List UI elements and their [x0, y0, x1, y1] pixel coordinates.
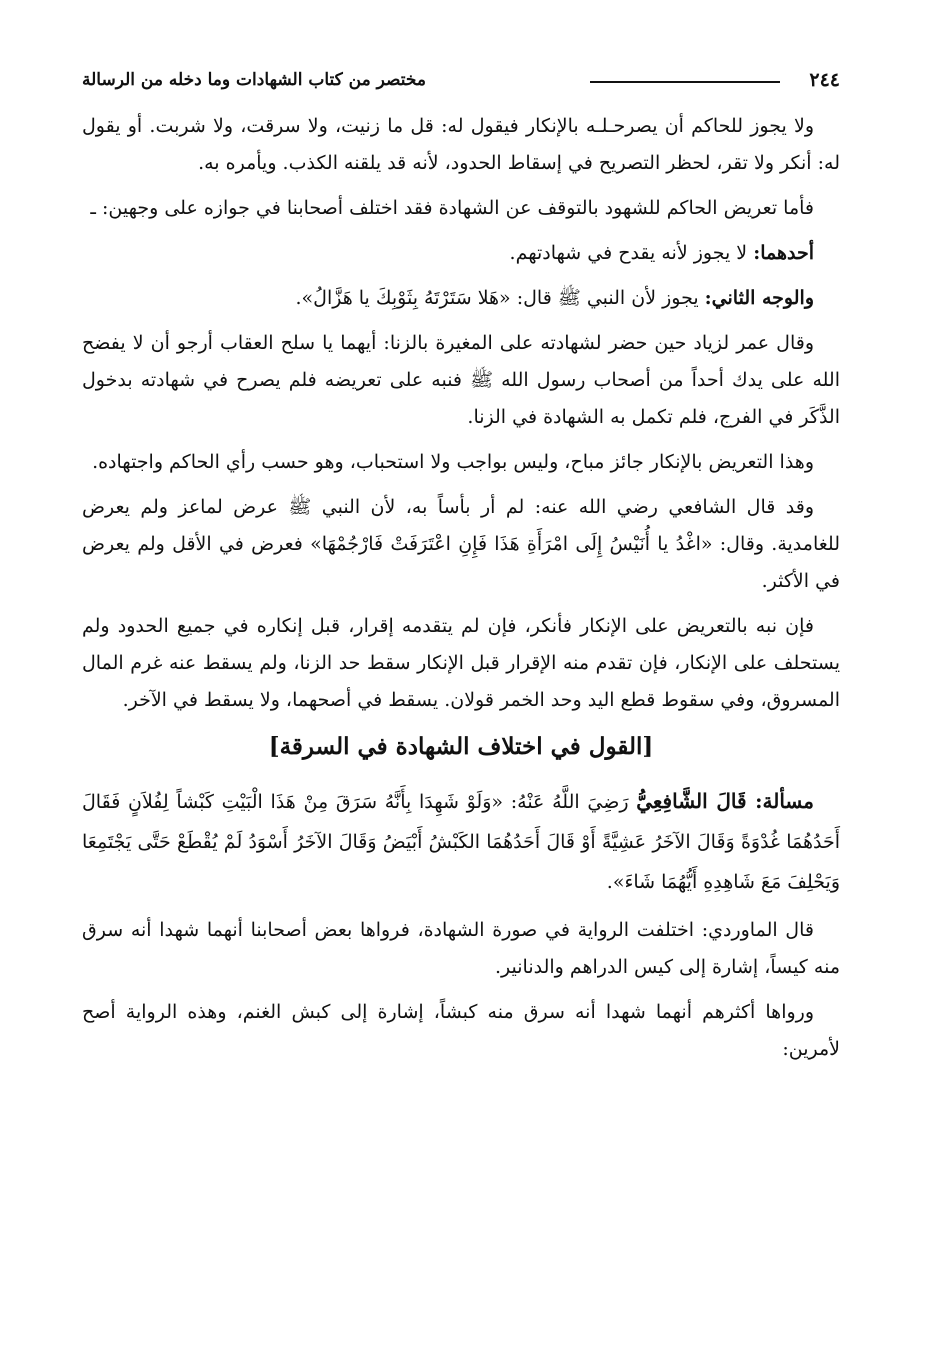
paragraph-text: وقال عمر لزياد حين حضر لشهادته على المغيرة بالزنا: أيهما يا سلح العقاب أرجو أن لا يفضح الله على يدك أحداً من أصحاب رسول الله ﷺ فنبه على تعريضه فلم يصرح في شهادته بدخول الذَّكَر في الفرج، فلم تكمل به الشهادة في الزنا. [82, 332, 840, 428]
paragraph-text: وهذا التعريض بالإنكار جائز مباح، وليس بواجب ولا استحباب، وهو حسب رأي الحاكم واجتهاده. [92, 451, 814, 473]
paragraph-8 [82, 608, 840, 719]
paragraph-text: وقد قال الشافعي رضي الله عنه: لم أر بأساً به، لأن النبي ﷺ عرض لماعز ولم يعرض للغامدية. وقال: «اغْدُ يا أُنَيْسُ إِلَى امْرَأَةِ هَذَا فَإِنِ اعْتَرَفَتْ فَارْجُمْهَا» فعرض في الأقل ولم يعرض في الأكثر. [82, 496, 840, 592]
paragraph-text: فإن نبه بالتعريض على الإنكار فأنكر، فإن لم يتقدمه إقرار، قبل إنكاره في جميع الحدود ولم يستحلف على الإنكار، فإن تقدم منه الإقرار قبل الإنكار سقط حد الزنا، ولم يسقط عنه غرم المال المسروق، وفي سقوط قطع اليد وحد الخمر قولان. يسقط في أصحهما، ولا يسقط في الآخر. [82, 615, 840, 711]
masala-text: رَضِيَ اللَّهُ عَنْهُ: «وَلَوْ شَهِدَا بِأَنَّهُ سَرَقَ مِنْ هَذَا الْبَيْتِ كَبْشاً لِفُلاَنٍ فَقَالَ أَحَدُهُمَا غُدْوَةً وَقَالَ الآخَرُ عَشِيَّةً أَوْ قَالَ أَحَدُهُمَا الكَبْشُ أَبْيَضُ وَقَالَ الآخَرُ أَسْوَدُ لَمْ يُقْطَعْ حَتَّى يَجْتَمِعَا وَيَحْلِفَ مَعَ شَاهِدِهِ أَيُّهُمَا شَاءَ». [82, 791, 840, 893]
paragraph-6 [82, 444, 840, 481]
paragraph-first-view [82, 235, 840, 272]
masala-lead: مسألة: قَالَ الشَّافِعِيُّ [636, 789, 814, 813]
section-heading: [القول في اختلاف الشهادة في السرقة] [268, 733, 654, 760]
paragraph-text: يجوز لأن النبي ﷺ قال: «هَلا سَتَرْتَهُ بِثَوْبِكَ يا هَزَّالُ». [295, 287, 705, 309]
running-header-title: مختصر من كتاب الشهادات وما دخله من الرسالة [82, 70, 426, 90]
paragraph-text: ولا يجوز للحاكم أن يصرحـلـه بالإنكار فيقول له: قل ما زنيت، ولا سرقت، ولا شربت. أو يقول له: أنكر ولا تقر، لحظر التصريح في إسقاط الحدود، لأنه قد يلقنه الكذب. ويأمره به. [82, 115, 840, 174]
running-header [82, 66, 840, 94]
paragraph-last [82, 994, 840, 1068]
paragraph-5 [82, 325, 840, 436]
paragraph-text: لا يجوز لأنه يقدح في شهادتهم. [509, 242, 754, 264]
paragraph-text: ورواها أكثرهم أنهما شهدا أنه سرق منه كبشاً، إشارة إلى كبش الغنم، وهذه الرواية أصح لأمرين: [82, 1001, 840, 1060]
paragraph-lead: والوجه الثاني: [704, 287, 814, 309]
paragraph-2 [82, 190, 840, 227]
paragraph-mawardi [82, 912, 840, 986]
paragraph-text: قال الماوردي: اختلفت الرواية في صورة الشهادة، فرواها بعض أصحابنا أنهما شهدا أنه سرق منه كيساً، إشارة إلى كيس الدراهم والدنانير. [82, 919, 840, 978]
masala-paragraph [82, 781, 840, 902]
paragraph-text: فأما تعريض الحاكم للشهود بالتوقف عن الشهادة فقد اختلف أصحابنا في جوازه على وجهين: ـ [90, 197, 814, 219]
page-number: ٢٤٤ [809, 69, 840, 91]
paragraph-1 [82, 108, 840, 182]
paragraph-second-view [82, 280, 840, 317]
paragraph-lead: أحدهما: [753, 242, 814, 264]
page-body [82, 108, 840, 1076]
header-rule [590, 81, 780, 83]
paragraph-7 [82, 489, 840, 600]
